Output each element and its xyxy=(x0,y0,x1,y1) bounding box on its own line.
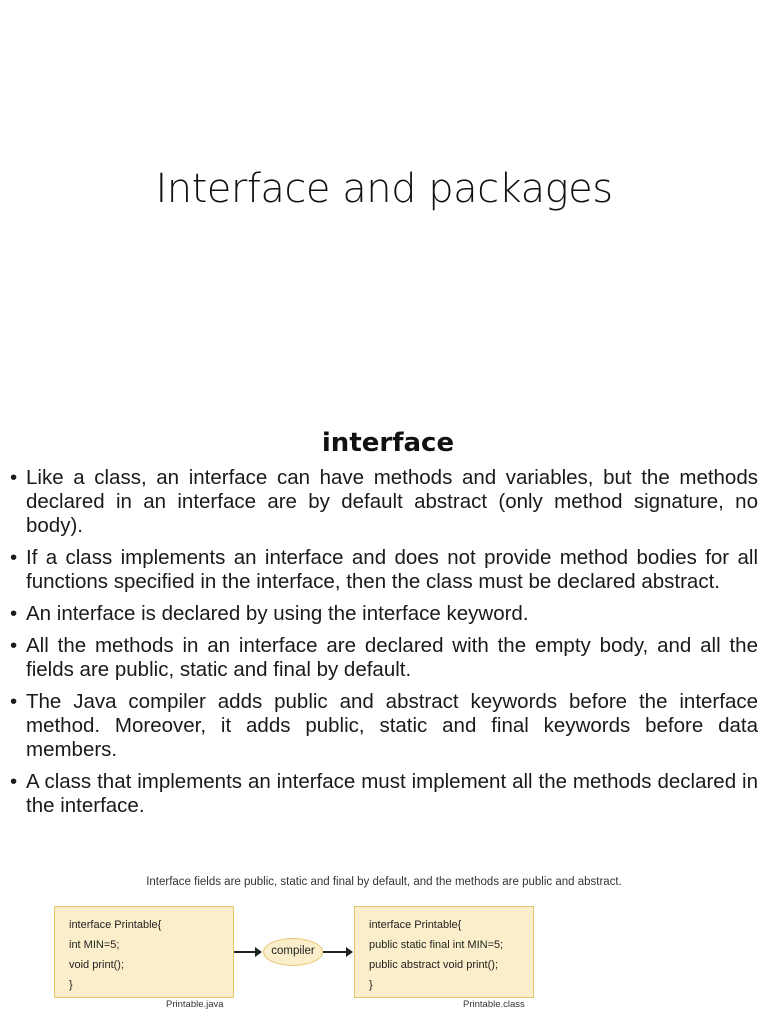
code-line: } xyxy=(69,979,73,991)
bullet-item xyxy=(8,546,758,594)
bullet-text: The Java compiler adds public and abstract keywords before the interface method. Moreover, it adds public, static and final keywords before data members. xyxy=(26,690,758,761)
bullet-text: A class that implements an interface must implement all the methods declared in the interface. xyxy=(26,770,758,817)
bullet-text: Like a class, an interface can have methods and variables, but the methods declared in an interface are by default abstract (only method signature, no body). xyxy=(26,466,758,537)
bullet-text: All the methods in an interface are declared with the empty body, and all the fields are public, static and final by default. xyxy=(26,634,758,681)
bullet-text: If a class implements an interface and does not provide method bodies for all functions specified in the interface, then the class must be declared abstract. xyxy=(26,546,758,593)
code-line: interface Printable{ xyxy=(69,919,162,931)
arrow-to-output xyxy=(323,951,352,953)
bullet-text: An interface is declared by using the interface keyword. xyxy=(26,602,529,625)
compilation-diagram xyxy=(0,874,768,1014)
code-line: void print(); xyxy=(69,959,125,971)
compiled-code-box xyxy=(354,906,534,998)
bullet-list xyxy=(8,466,758,826)
bullet-item xyxy=(8,634,758,682)
code-line: public static final int MIN=5; xyxy=(369,939,504,951)
bullet-marker: • xyxy=(10,466,18,489)
code-line: interface Printable{ xyxy=(369,919,462,931)
bullet-marker: • xyxy=(10,634,18,657)
source-code-box xyxy=(54,906,234,998)
section-heading: interface xyxy=(321,428,455,458)
compiler-node: compiler xyxy=(263,938,323,966)
bullet-item xyxy=(8,602,758,626)
code-line: int MIN=5; xyxy=(69,939,120,951)
diagram-caption: Interface fields are public, static and final by default, and the methods are public and abstract. xyxy=(146,876,622,888)
code-line: public abstract void print(); xyxy=(369,959,498,971)
slide-title: Interface and packages xyxy=(155,166,613,212)
bullet-marker: • xyxy=(10,546,18,569)
compiled-file-label: Printable.class xyxy=(463,999,525,1010)
bullet-marker: • xyxy=(10,770,18,793)
bullet-marker: • xyxy=(10,602,18,625)
code-line: } xyxy=(369,979,373,991)
bullet-item xyxy=(8,690,758,762)
source-file-label: Printable.java xyxy=(166,999,224,1010)
bullet-item xyxy=(8,466,758,538)
bullet-item xyxy=(8,770,758,818)
bullet-marker: • xyxy=(10,690,18,713)
arrow-to-compiler xyxy=(234,951,261,953)
